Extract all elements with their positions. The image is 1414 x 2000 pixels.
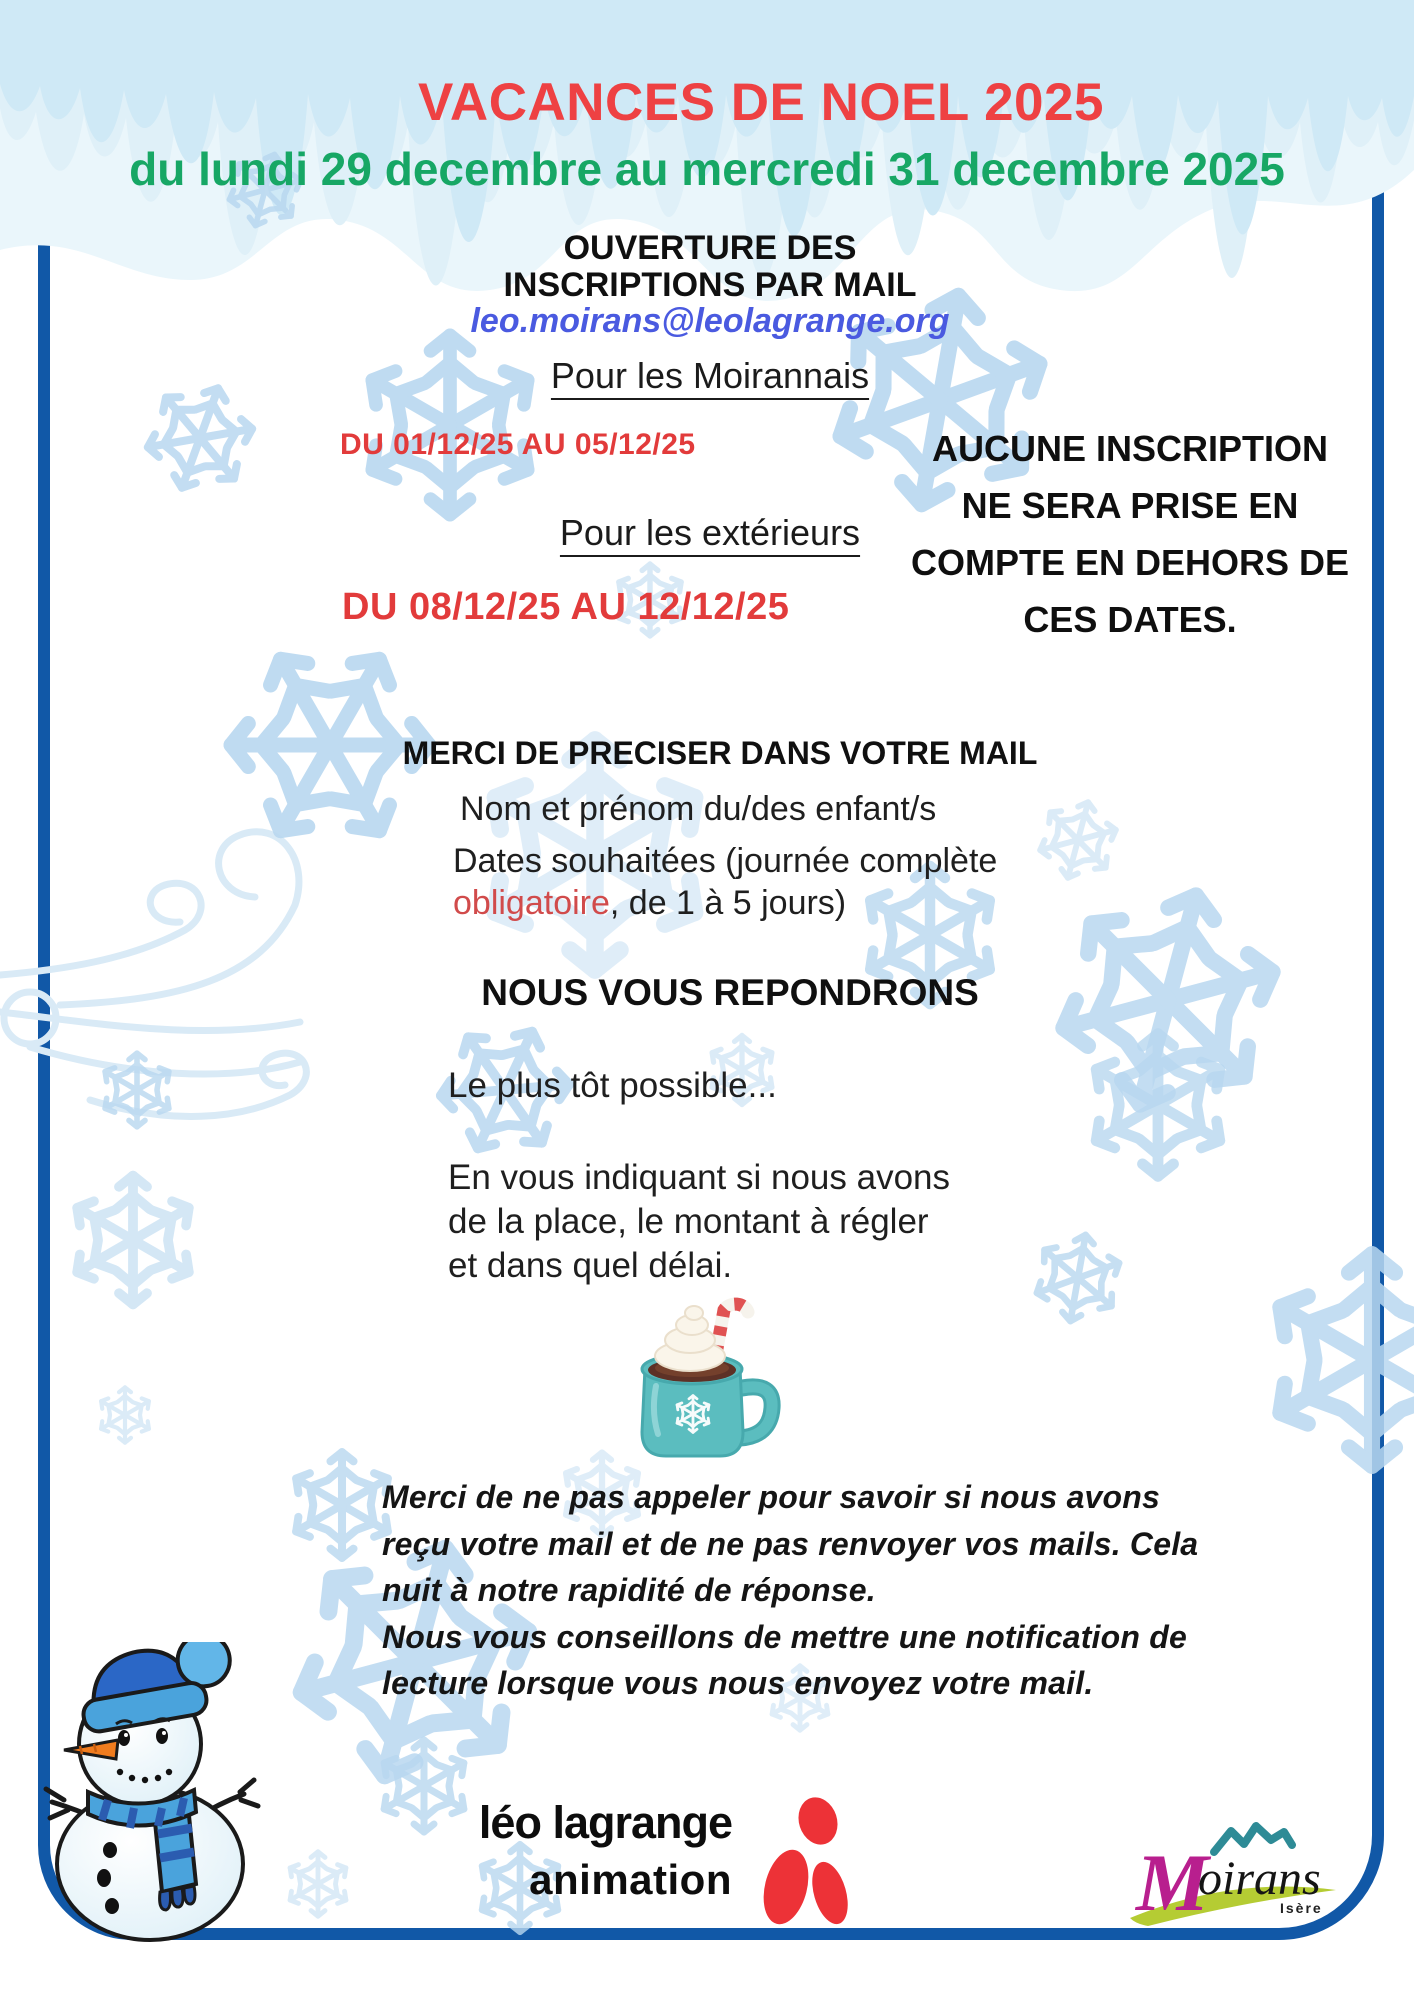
registration-heading bbox=[310, 230, 1110, 304]
notice-line: lecture lorsque vous nous envoyez votre mail. bbox=[382, 1665, 1094, 1701]
leo-lagrange-logo bbox=[420, 1798, 732, 1902]
moirans-mountain bbox=[1214, 1826, 1292, 1852]
page-title: VACANCES DE NOEL 2025 bbox=[418, 73, 1104, 132]
moirans-wordmark: oirans bbox=[1198, 1852, 1321, 1905]
mandatory-highlight: obligatoire bbox=[453, 884, 610, 922]
snowflake-icon bbox=[289, 1452, 394, 1558]
residents-label bbox=[310, 355, 1110, 397]
reply-line1: Le plus tôt possible... bbox=[448, 1066, 777, 1105]
mail-details-heading: MERCI DE PRECISER DANS VOTRE MAIL bbox=[402, 735, 1038, 771]
notice-line: Merci de ne pas appeler pour savoir si nous avons bbox=[382, 1479, 1161, 1515]
registration-heading-line2: INSCRIPTIONS PAR MAIL bbox=[503, 266, 917, 304]
detail-item-dates-line1: Dates souhaitées (journée complète bbox=[453, 842, 998, 880]
residents-dates: DU 01/12/25 AU 05/12/25 bbox=[340, 428, 696, 461]
warning-line: COMPTE EN DEHORS DE bbox=[910, 542, 1350, 583]
moirans-initial: M bbox=[1136, 1837, 1209, 1928]
hot-chocolate-icon bbox=[600, 1292, 795, 1474]
snowflake-icon bbox=[132, 370, 267, 505]
snowflake-icon bbox=[69, 1176, 197, 1305]
notice-line: Nous vous conseillons de mettre une notification de bbox=[382, 1618, 1187, 1655]
leo-mark-icon bbox=[756, 1795, 856, 1930]
reply-line4: et dans quel délai. bbox=[448, 1246, 733, 1285]
moirans-logo bbox=[1122, 1818, 1350, 1938]
leo-sub-wordmark: animation bbox=[529, 1856, 732, 1903]
notice-paragraph bbox=[382, 1474, 1198, 1707]
leo-wordmark: léo lagrange bbox=[478, 1797, 732, 1848]
reply-paragraph bbox=[448, 1156, 950, 1288]
outsiders-label bbox=[310, 512, 1110, 554]
snowflake-icon bbox=[286, 1852, 350, 1916]
detail-item-dates-rest: , de 1 à 5 jours) bbox=[609, 884, 847, 922]
notice-line: reçu votre mail et de ne pas renvoyer vos mails. Cela bbox=[382, 1525, 1199, 1562]
detail-item-name: Nom et prénom du/des enfant/s bbox=[460, 790, 937, 828]
snowflake-icon bbox=[1267, 1254, 1414, 1466]
warning-line: AUCUNE INSCRIPTION bbox=[931, 428, 1329, 469]
residents-label-text: Pour les Moirannais bbox=[550, 355, 870, 396]
registration-heading-line1: OUVERTURE DES bbox=[563, 229, 857, 267]
outsiders-dates: DU 08/12/25 AU 12/12/25 bbox=[342, 586, 790, 628]
notice-line: nuit à notre rapidité de réponse. bbox=[382, 1572, 876, 1608]
outsiders-label-text: Pour les extérieurs bbox=[559, 512, 861, 553]
snowflake-icon bbox=[1030, 792, 1126, 888]
snowflake-icon bbox=[97, 1387, 152, 1442]
snowflake-icon bbox=[1028, 1227, 1129, 1328]
email-link[interactable]: leo.moirans@leolagrange.org bbox=[470, 302, 950, 340]
moirans-subtext: Isère bbox=[1280, 1900, 1323, 1916]
warning-line: CES DATES. bbox=[1023, 599, 1237, 640]
reply-line3: de la place, le montant à régler bbox=[448, 1202, 929, 1241]
detail-item-dates-line2 bbox=[453, 884, 846, 923]
reply-line2: En vous indiquant si nous avons bbox=[448, 1158, 950, 1197]
reply-heading: NOUS VOUS REPONDRONS bbox=[481, 972, 979, 1013]
snowman-illustration bbox=[38, 1642, 278, 1942]
warning-line: NE SERA PRISE EN bbox=[961, 485, 1299, 526]
page-subtitle: du lundi 29 decembre au mercredi 31 decembre 2025 bbox=[129, 143, 1285, 195]
